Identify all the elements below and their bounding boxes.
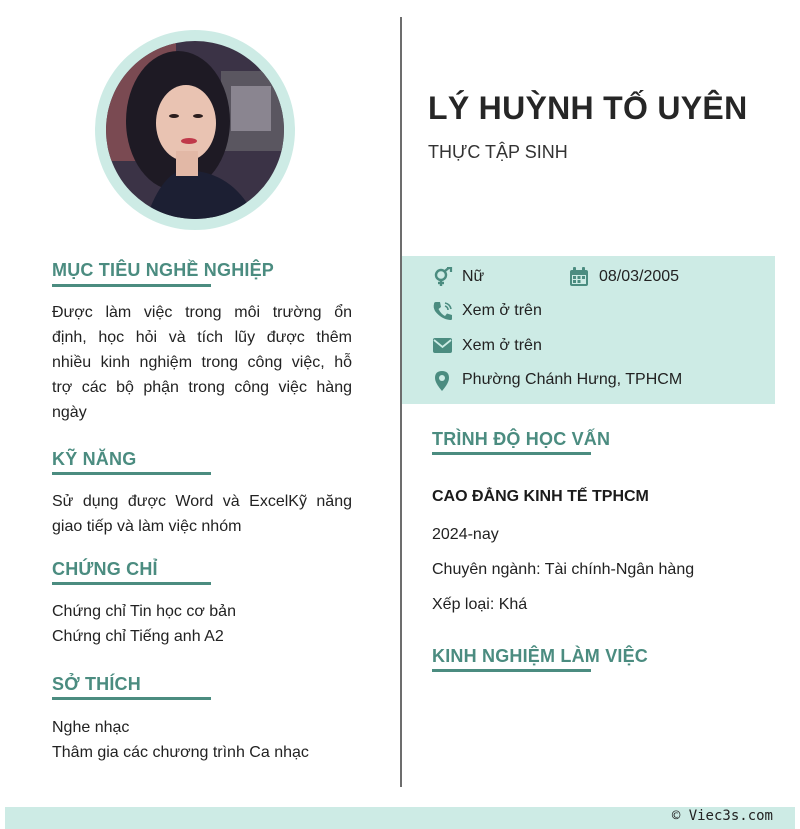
phone-row xyxy=(432,301,542,321)
objective-underline xyxy=(52,284,211,287)
candidate-name: LÝ HUỲNH TỐ UYÊN xyxy=(428,90,748,126)
hobbies-list xyxy=(52,715,309,765)
avatar-photo xyxy=(106,41,284,219)
objective-line: ngày xyxy=(52,404,87,421)
education-school: CAO ĐẲNG KINH TẾ TPHCM xyxy=(432,488,649,505)
address-row xyxy=(432,370,682,390)
birthdate-row xyxy=(569,267,679,287)
skills-line: Sử dụng được Word và ExcelKỹ năng xyxy=(52,493,352,510)
birthdate-value: 08/03/2005 xyxy=(599,268,680,285)
email-icon xyxy=(432,336,454,356)
skills-line: giao tiếp và làm việc nhóm xyxy=(52,518,242,535)
gender-row xyxy=(432,267,484,287)
skills-text xyxy=(52,489,352,539)
certificates-underline xyxy=(52,582,211,585)
objective-title: MỤC TIÊU NGHỀ NGHIỆP xyxy=(52,260,275,280)
certificate-item: Chứng chỉ Tin học cơ bản xyxy=(52,603,236,620)
email-row xyxy=(432,336,542,356)
gender-value: Nữ xyxy=(462,268,485,285)
gender-icon xyxy=(432,267,454,287)
objective-text xyxy=(52,300,352,425)
experience-title: KINH NGHIỆM LÀM VIỆC xyxy=(432,646,649,666)
experience-underline xyxy=(432,669,591,672)
phone-icon xyxy=(432,301,454,321)
objective-line: trợ các bộ phận trong công việc hàng xyxy=(52,379,352,396)
objective-line: nhiều kinh nghiệm trong công việc, hỗ xyxy=(52,354,352,371)
hobbies-underline xyxy=(52,697,211,700)
skills-title: KỸ NĂNG xyxy=(52,449,137,469)
phone-value: Xem ở trên xyxy=(462,302,542,319)
education-rank: Xếp loại: Khá xyxy=(432,596,528,613)
email-value: Xem ở trên xyxy=(462,337,542,354)
education-major: Chuyên ngành: Tài chính-Ngân hàng xyxy=(432,561,695,578)
certificates-title: CHỨNG CHỈ xyxy=(52,559,158,579)
hobbies-title: SỞ THÍCH xyxy=(52,674,141,694)
education-period: 2024-nay xyxy=(432,526,499,543)
location-icon xyxy=(432,370,454,390)
education-underline xyxy=(432,452,591,455)
certificate-item: Chứng chỉ Tiếng anh A2 xyxy=(52,628,224,645)
objective-line: định, học hỏi và tích lũy được thêm xyxy=(52,329,352,346)
job-title: THỰC TẬP SINH xyxy=(428,142,568,162)
objective-line: Được làm việc trong môi trường ổn xyxy=(52,304,352,321)
skills-underline xyxy=(52,472,211,475)
avatar xyxy=(106,41,284,219)
education-title: TRÌNH ĐỘ HỌC VẤN xyxy=(432,429,611,449)
hobby-item: Nghe nhạc xyxy=(52,719,130,736)
certificates-list xyxy=(52,599,236,649)
calendar-icon xyxy=(569,267,589,287)
address-value: Phường Chánh Hưng, TPHCM xyxy=(462,371,683,388)
hobby-item: Thâm gia các chương trình Ca nhạc xyxy=(52,744,309,761)
footer-credit[interactable]: © Viec3s.com xyxy=(671,808,773,824)
